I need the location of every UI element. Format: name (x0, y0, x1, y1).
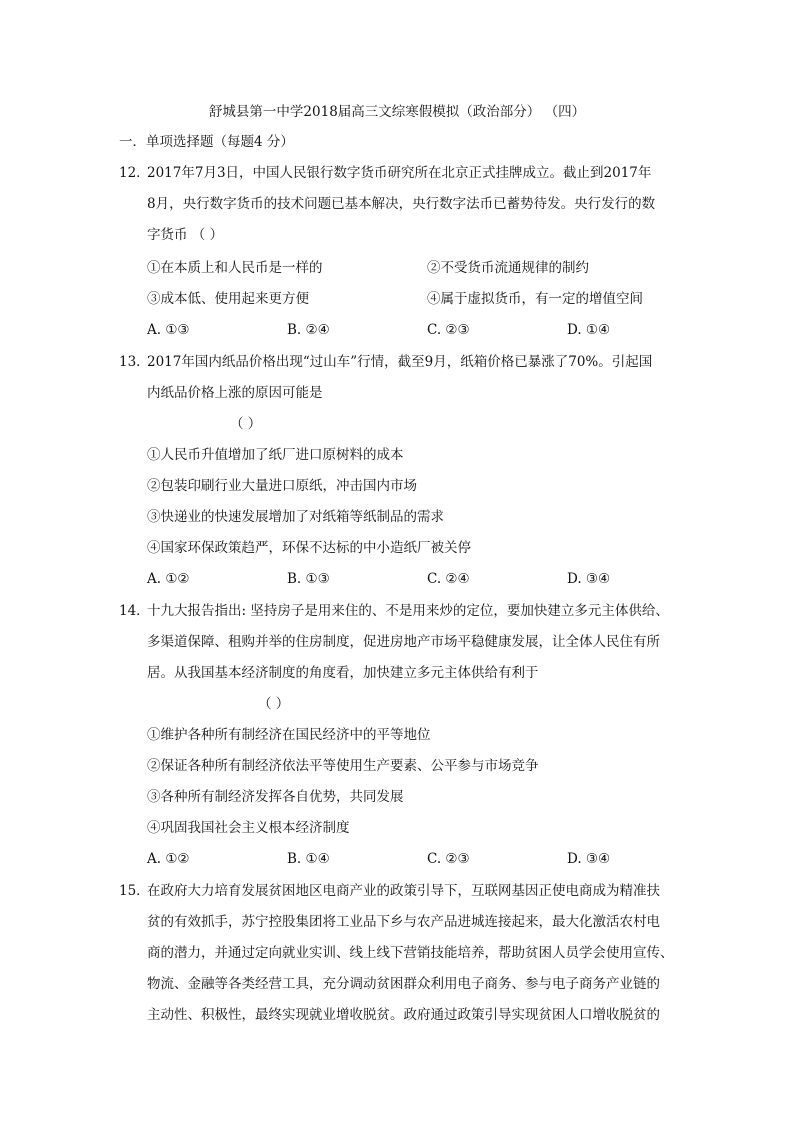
choice-a: A. ①② (147, 851, 190, 867)
answer-bracket: （ ） (230, 416, 262, 432)
choice-c: C. ②③ (427, 322, 470, 338)
question-stem-line: 2017年7月3日，中国人民银行数字货币研究所在北京正式挂牌成立。截止到2017年 (147, 165, 652, 181)
option-item: ①人民币升值增加了纸厂进口原树料的成本 (147, 447, 404, 463)
question-number: 13． (119, 354, 150, 370)
question-number: 12． (119, 165, 150, 181)
choice-b: B. ①④ (287, 851, 330, 867)
option-item: ③各种所有制经济发挥各自优势，共同发展 (147, 789, 404, 805)
choice-d: D. ③④ (567, 571, 611, 587)
section-heading: 一．单项选择题（每题4 分） (119, 134, 294, 150)
question-stem-line: 多渠道保障、租购并举的住房制度，促进房地产市场平稳健康发展，让全体人民住有所 (147, 634, 660, 650)
option-item: ①维护各种所有制经济在国民经济中的平等地位 (147, 727, 431, 743)
question-number: 14． (119, 603, 150, 619)
option-item: ③成本低、使用起来更方便 (147, 291, 309, 307)
choice-a: A. ①③ (147, 322, 190, 338)
option-item: ④属于虚拟货币，有一定的增值空间 (427, 291, 643, 307)
option-item: ③快递业的快速发展增加了对纸箱等纸制品的需求 (147, 509, 444, 525)
question-stem-line: 物流、金融等各类经营工具，充分调动贫困群众利用电子商务、参与电子商务产业链的 (147, 976, 660, 992)
question-stem-line: 字货币 （ ） (147, 227, 224, 243)
question-number: 15． (119, 883, 150, 899)
choice-b: B. ②④ (287, 322, 330, 338)
choice-c: C. ②③ (427, 851, 470, 867)
choice-a: A. ①② (147, 571, 190, 587)
question-stem-line: 内纸品价格上涨的原因可能是 (147, 385, 323, 401)
question-stem-line: 十九大报告指出: 坚持房子是用来住的、不是用来炒的定位，要加快建立多元主体供给、 (147, 603, 669, 619)
question-stem-line: 贫的有效抓手，苏宁控股集团将工业品下乡与农产品进城连接起来，最大化激活农村电 (147, 914, 660, 930)
option-item: ②包装印刷行业大量进口原纸，冲击国内市场 (147, 478, 417, 494)
option-item: ②不受货币流通规律的制约 (427, 260, 589, 276)
question-stem-line: 在政府大力培育发展贫困地区电商产业的政策引导下，互联网基因正使电商成为精准扶 (147, 883, 660, 899)
choice-d: D. ①④ (567, 322, 611, 338)
option-item: ④巩固我国社会主义根本经济制度 (147, 820, 350, 836)
question-stem-line: 2017年国内纸品价格出现“过山车”行情，截至9月，纸箱价格已暴涨了70%。引起国 (147, 354, 653, 370)
question-stem-line: 主动性、积极性，最终实现就业增收脱贫。政府通过政策引导实现贫困人口增收脱贫的 (147, 1007, 660, 1023)
option-item: ①在本质上和人民币是一样的 (147, 260, 323, 276)
choice-b: B. ①③ (287, 571, 330, 587)
option-item: ④国家环保政策趋严，环保不达标的中小造纸厂被关停 (147, 540, 471, 556)
choice-d: D. ③④ (567, 851, 611, 867)
answer-bracket: （ ） (258, 696, 290, 712)
option-item: ②保证各种所有制经济依法平等使用生产要素、公平参与市场竞争 (147, 758, 539, 774)
choice-c: C. ②④ (427, 571, 470, 587)
question-stem-line: 商的潜力，并通过定向就业实训、线上线下营销技能培养，帮助贫困人员学会使用宣传、 (147, 945, 674, 961)
question-stem-line: 居。从我国基本经济制度的角度看，加快建立多元主体供给有利于 (147, 665, 539, 681)
question-stem-line: 8月，央行数字货币的技术问题已基本解决，央行数字法币已蓄势待发。央行发行的数 (147, 196, 656, 212)
page-title: 舒城县第一中学2018届高三文综寒假模拟（政治部分） （四） (208, 104, 586, 120)
